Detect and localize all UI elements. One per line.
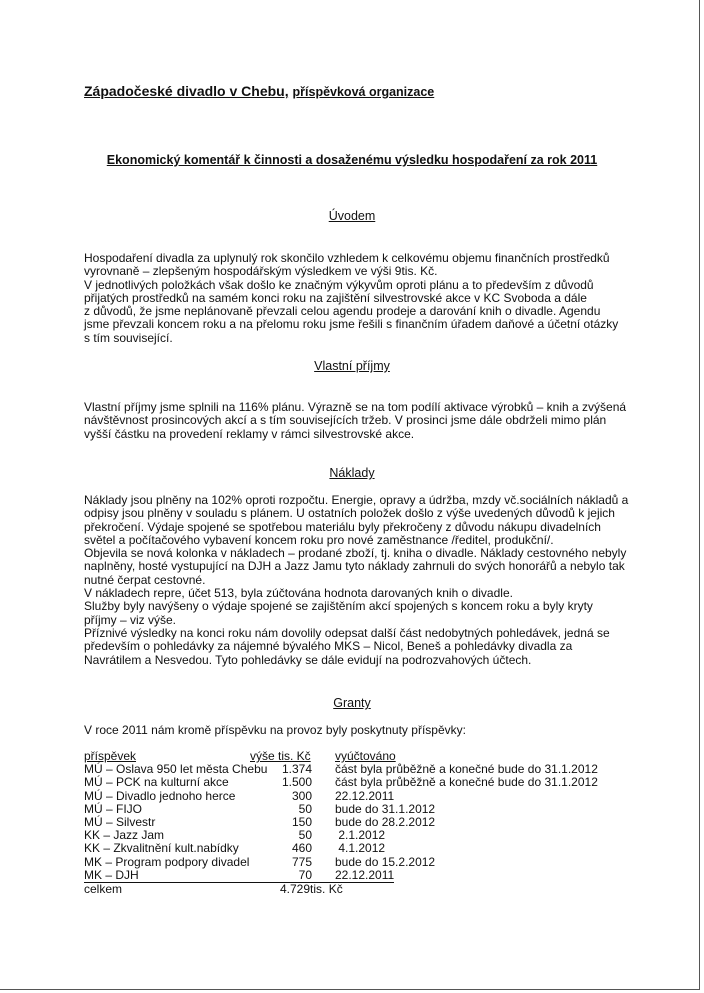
grant-status: 22.12.2011	[335, 788, 395, 803]
grant-status: bude do 31.1.2012	[335, 801, 436, 816]
grant-row	[84, 842, 394, 855]
grant-status: bude do 15.2.2012	[335, 854, 436, 869]
organization-type: příspěvková organizace	[292, 85, 435, 99]
organization-name: Západočeské divadlo v Chebu,	[84, 83, 289, 99]
grant-amount: 1.500	[281, 775, 312, 790]
text-line: světel a počítačového vybavení koncem roku pro nové zaměstnance /ředitel, produkční/.	[84, 532, 554, 547]
grant-amount: 1.374	[281, 762, 312, 777]
paragraph-vlastni-prijmy	[84, 400, 627, 441]
heading-vlastni-prijmy: Vlastní příjmy	[314, 359, 390, 373]
granty-intro-text: V roce 2011 nám kromě příspěvku na provoz byly poskytnuty příspěvky:	[84, 723, 466, 737]
grant-row	[84, 869, 394, 882]
grant-name: KK – Zkvalitnění kult.nabídky	[84, 841, 239, 856]
grant-status: 2.1.2012	[335, 828, 386, 843]
grant-name: MK – DJH	[84, 867, 139, 882]
text-line: naplněny, hosté vystupující na DJH a Jazz Jamu tyto náklady zahrnuli do svých honorářů a nebylo tak	[84, 559, 625, 574]
grant-name: MÚ – PCK na kulturní akce	[84, 775, 229, 790]
grant-name: MÚ – FIJO	[84, 801, 143, 816]
total-label: celkem	[84, 881, 123, 896]
grant-status: bude do 28.2.2012	[335, 814, 436, 829]
paragraph-naklady	[84, 493, 629, 667]
col-header-settled: vyúčtováno	[335, 749, 396, 763]
grant-name: MK – Program podpory divadel	[84, 854, 250, 869]
text-line: V nákladech repre, účet 513, byla zúčtována hodnota darovaných knih o divadle.	[84, 586, 513, 601]
grants-total-row	[84, 883, 394, 896]
total-value: 4.729tis. Kč	[280, 881, 343, 896]
grants-table	[84, 749, 598, 896]
grant-status: 4.1.2012	[335, 841, 386, 856]
text-line: Služby byly navýšeny o výdaje spojené se zajištěním akcí spojených s koncem roku a byly kryty	[84, 599, 593, 614]
text-line: Hospodaření divadla za uplynulý rok skončilo vzhledem k celkovému objemu finančních prostředků	[84, 251, 610, 265]
grant-row	[84, 790, 394, 803]
text-line: z důvodů, že jsme neplánovaně převzali celou agendu prodeje a darování knih o divadle. Agendu	[84, 304, 601, 319]
text-line: nutné čerpat cestovné.	[84, 572, 206, 587]
text-line: Náklady jsou plněny na 102% oproti rozpočtu. Energie, opravy a údržba, mzdy vč.sociálních nákladů a	[84, 493, 629, 507]
grant-status: část byla průběžně a konečné bude do 31.1.2012	[335, 775, 598, 790]
text-line: přijatých prostředků na samém konci roku na zajištění silvestrovské akce v KC Svoboda a dále	[84, 290, 587, 305]
text-line: příjmy – viz výše.	[84, 612, 177, 627]
grant-amount: 70	[298, 867, 312, 882]
paragraph-uvodem	[84, 252, 624, 345]
grants-rows	[84, 762, 598, 883]
grant-amount: 150	[291, 814, 312, 829]
grant-name: MÚ – Divadlo jednoho herce	[84, 788, 236, 803]
grant-status: 22.12.2011	[335, 867, 395, 882]
heading-uvodem: Úvodem	[328, 209, 376, 223]
text-line: překročení. Výdaje spojené se spotřebou materiálu byly překročeny z důvodu nákupu divadelních	[84, 519, 601, 534]
text-line: s tím související.	[84, 330, 173, 345]
text-line: jsme převzali koncem roku a na přelomu roku jsme řešili s finančním úřadem daňové a účetní otázky	[84, 317, 619, 332]
text-line: vyrovnaně – zlepšeným hospodářským výsledkem ve výši 9tis. Kč.	[84, 264, 438, 279]
grant-name: MÚ – Oslava 950 let města Chebu	[84, 762, 268, 777]
grant-amount: 460	[291, 841, 312, 856]
text-line: Objevila se nová kolonka v nákladech – prodané zboží, tj. kniha o divadle. Náklady cestovného nebyly	[84, 546, 627, 561]
grant-row	[84, 775, 598, 790]
grant-status: část byla průběžně a konečné bude do 31.1.2012	[335, 762, 598, 777]
heading-naklady: Náklady	[329, 466, 375, 480]
grant-row	[84, 801, 436, 816]
text-line: Navrátilem a Nesvedou. Tyto pohledávky se dále evidují na podrozvahových účtech.	[84, 652, 532, 667]
grant-name: MÚ – Silvestr	[84, 814, 156, 829]
text-line: Vlastní příjmy jsme splnili na 116% plánu. Výrazně se na tom podílí aktivace výrobků – knih a zvýšená	[84, 400, 627, 414]
grant-amount: 50	[298, 801, 312, 816]
grant-name: KK – Jazz Jam	[84, 828, 165, 843]
grant-amount: 50	[298, 828, 312, 843]
grant-amount: 775	[291, 854, 312, 869]
organization-header	[84, 83, 434, 99]
text-line: především o pohledávky za nájemné bývalého MKS – Nicol, Beneš a pohledávky divadla za	[84, 639, 573, 654]
col-header-contribution: příspěvek	[84, 749, 137, 763]
heading-granty: Granty	[333, 696, 371, 710]
col-header-amount: výše tis. Kč	[250, 749, 311, 763]
grant-row	[84, 854, 436, 869]
text-line: odpisy jsou plněny v souladu s plánem. U ostatních položek došlo z výše uvedených důvodů k jejich	[84, 506, 615, 521]
document-title: Ekonomický komentář k činnosti a dosaženému výsledku hospodaření za rok 2011	[106, 153, 598, 167]
granty-intro	[84, 724, 624, 737]
text-line: návštěvnost prosincových akcí a s tím souvisejících tržeb. V prosinci jsme dále obdrželi mimo plán	[84, 413, 607, 428]
text-line: vyšší částku na provedení reklamy v rámci silvestrovské akce.	[84, 426, 415, 441]
text-line: Příznivé výsledky na konci roku nám dovolily odepsat další část nedobytných pohledávek, jedná se	[84, 625, 610, 640]
text-line: V jednotlivých položkách však došlo ke značným výkyvům oproti plánu a to především z důvodů	[84, 277, 594, 292]
grant-amount: 300	[291, 788, 312, 803]
